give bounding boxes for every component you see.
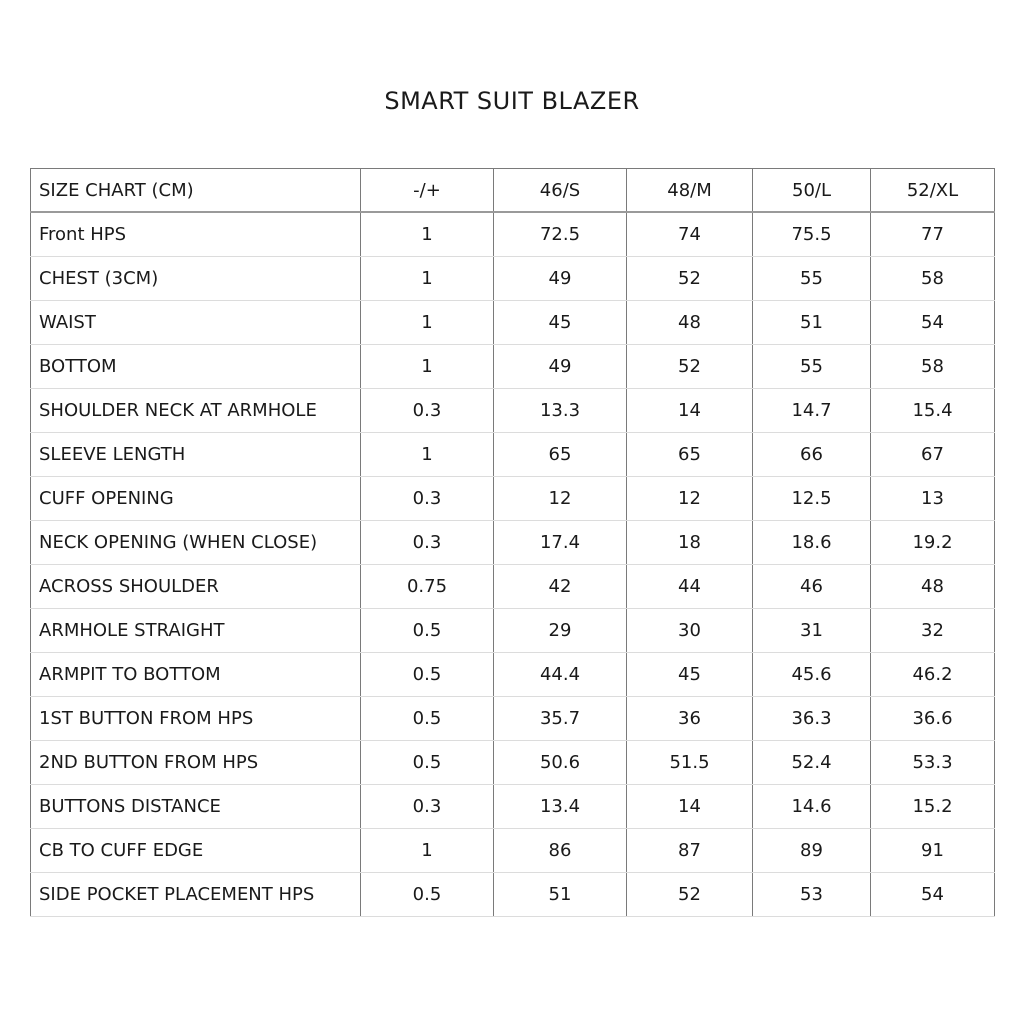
tolerance-cell: 1	[361, 257, 494, 301]
size-s-cell: 65	[494, 433, 627, 477]
size-l-cell: 18.6	[753, 521, 871, 565]
size-m-cell: 14	[627, 389, 753, 433]
measurement-name: CHEST (3CM)	[31, 257, 361, 301]
measurement-name: BOTTOM	[31, 345, 361, 389]
size-xl-cell: 19.2	[871, 521, 995, 565]
page-title: SMART SUIT BLAZER	[384, 87, 640, 115]
tolerance-cell: 1	[361, 829, 494, 873]
measurement-name: Front HPS	[31, 212, 361, 257]
table-row	[31, 565, 995, 609]
header-size-s: 46/S	[494, 169, 627, 213]
size-m-cell: 65	[627, 433, 753, 477]
table-row	[31, 829, 995, 873]
header-size-m: 48/M	[627, 169, 753, 213]
table-row	[31, 653, 995, 697]
size-s-cell: 13.4	[494, 785, 627, 829]
header-row	[31, 169, 995, 213]
table-row	[31, 257, 995, 301]
tolerance-cell: 1	[361, 433, 494, 477]
size-l-cell: 51	[753, 301, 871, 345]
table-row	[31, 433, 995, 477]
table-row	[31, 741, 995, 785]
measurement-name: 1ST BUTTON FROM HPS	[31, 697, 361, 741]
size-s-cell: 35.7	[494, 697, 627, 741]
tolerance-cell: 0.3	[361, 521, 494, 565]
size-l-cell: 55	[753, 257, 871, 301]
size-l-cell: 36.3	[753, 697, 871, 741]
tolerance-cell: 1	[361, 345, 494, 389]
measurement-name: CUFF OPENING	[31, 477, 361, 521]
header-size-xl: 52/XL	[871, 169, 995, 213]
size-s-cell: 51	[494, 873, 627, 917]
size-xl-cell: 53.3	[871, 741, 995, 785]
size-xl-cell: 15.2	[871, 785, 995, 829]
tolerance-cell: 0.3	[361, 477, 494, 521]
tolerance-cell: 0.5	[361, 741, 494, 785]
size-s-cell: 12	[494, 477, 627, 521]
tolerance-cell: 1	[361, 212, 494, 257]
size-m-cell: 44	[627, 565, 753, 609]
size-s-cell: 72.5	[494, 212, 627, 257]
header-measurement: SIZE CHART (CM)	[31, 169, 361, 213]
size-xl-cell: 54	[871, 873, 995, 917]
table-row	[31, 785, 995, 829]
size-s-cell: 13.3	[494, 389, 627, 433]
measurement-name: ARMHOLE STRAIGHT	[31, 609, 361, 653]
measurement-name: 2ND BUTTON FROM HPS	[31, 741, 361, 785]
size-m-cell: 18	[627, 521, 753, 565]
table-row	[31, 345, 995, 389]
size-m-cell: 74	[627, 212, 753, 257]
table-row	[31, 521, 995, 565]
size-l-cell: 12.5	[753, 477, 871, 521]
header-size-l: 50/L	[753, 169, 871, 213]
size-xl-cell: 67	[871, 433, 995, 477]
size-l-cell: 66	[753, 433, 871, 477]
size-l-cell: 89	[753, 829, 871, 873]
size-l-cell: 14.7	[753, 389, 871, 433]
table-row	[31, 609, 995, 653]
measurement-name: ARMPIT TO BOTTOM	[31, 653, 361, 697]
size-xl-cell: 91	[871, 829, 995, 873]
table-row	[31, 873, 995, 917]
table-row	[31, 212, 995, 257]
size-m-cell: 52	[627, 257, 753, 301]
size-l-cell: 46	[753, 565, 871, 609]
size-s-cell: 86	[494, 829, 627, 873]
size-chart-body	[31, 212, 995, 917]
size-m-cell: 45	[627, 653, 753, 697]
size-s-cell: 49	[494, 257, 627, 301]
size-s-cell: 44.4	[494, 653, 627, 697]
size-s-cell: 17.4	[494, 521, 627, 565]
size-l-cell: 53	[753, 873, 871, 917]
tolerance-cell: 0.3	[361, 785, 494, 829]
size-m-cell: 52	[627, 873, 753, 917]
measurement-name: BUTTONS DISTANCE	[31, 785, 361, 829]
size-l-cell: 14.6	[753, 785, 871, 829]
tolerance-cell: 0.5	[361, 609, 494, 653]
size-xl-cell: 54	[871, 301, 995, 345]
size-s-cell: 42	[494, 565, 627, 609]
size-xl-cell: 32	[871, 609, 995, 653]
table-row	[31, 697, 995, 741]
table-row	[31, 389, 995, 433]
size-xl-cell: 46.2	[871, 653, 995, 697]
size-s-cell: 50.6	[494, 741, 627, 785]
size-m-cell: 52	[627, 345, 753, 389]
size-l-cell: 31	[753, 609, 871, 653]
measurement-name: CB TO CUFF EDGE	[31, 829, 361, 873]
measurement-name: ACROSS SHOULDER	[31, 565, 361, 609]
header-tolerance: -/+	[361, 169, 494, 213]
size-l-cell: 45.6	[753, 653, 871, 697]
table-row	[31, 477, 995, 521]
size-xl-cell: 58	[871, 345, 995, 389]
tolerance-cell: 0.5	[361, 697, 494, 741]
tolerance-cell: 0.5	[361, 873, 494, 917]
size-xl-cell: 15.4	[871, 389, 995, 433]
size-xl-cell: 77	[871, 212, 995, 257]
size-chart-header	[31, 169, 995, 213]
size-m-cell: 51.5	[627, 741, 753, 785]
size-s-cell: 45	[494, 301, 627, 345]
size-m-cell: 14	[627, 785, 753, 829]
size-m-cell: 30	[627, 609, 753, 653]
size-l-cell: 55	[753, 345, 871, 389]
size-xl-cell: 58	[871, 257, 995, 301]
size-s-cell: 49	[494, 345, 627, 389]
size-xl-cell: 36.6	[871, 697, 995, 741]
tolerance-cell: 0.3	[361, 389, 494, 433]
size-chart-table	[30, 168, 995, 917]
size-m-cell: 12	[627, 477, 753, 521]
measurement-name: SHOULDER NECK AT ARMHOLE	[31, 389, 361, 433]
measurement-name: WAIST	[31, 301, 361, 345]
size-m-cell: 87	[627, 829, 753, 873]
size-xl-cell: 48	[871, 565, 995, 609]
size-m-cell: 36	[627, 697, 753, 741]
size-m-cell: 48	[627, 301, 753, 345]
tolerance-cell: 1	[361, 301, 494, 345]
size-l-cell: 52.4	[753, 741, 871, 785]
measurement-name: NECK OPENING (WHEN CLOSE)	[31, 521, 361, 565]
measurement-name: SLEEVE LENGTH	[31, 433, 361, 477]
measurement-name: SIDE POCKET PLACEMENT HPS	[31, 873, 361, 917]
tolerance-cell: 0.5	[361, 653, 494, 697]
size-xl-cell: 13	[871, 477, 995, 521]
size-s-cell: 29	[494, 609, 627, 653]
table-row	[31, 301, 995, 345]
tolerance-cell: 0.75	[361, 565, 494, 609]
size-l-cell: 75.5	[753, 212, 871, 257]
